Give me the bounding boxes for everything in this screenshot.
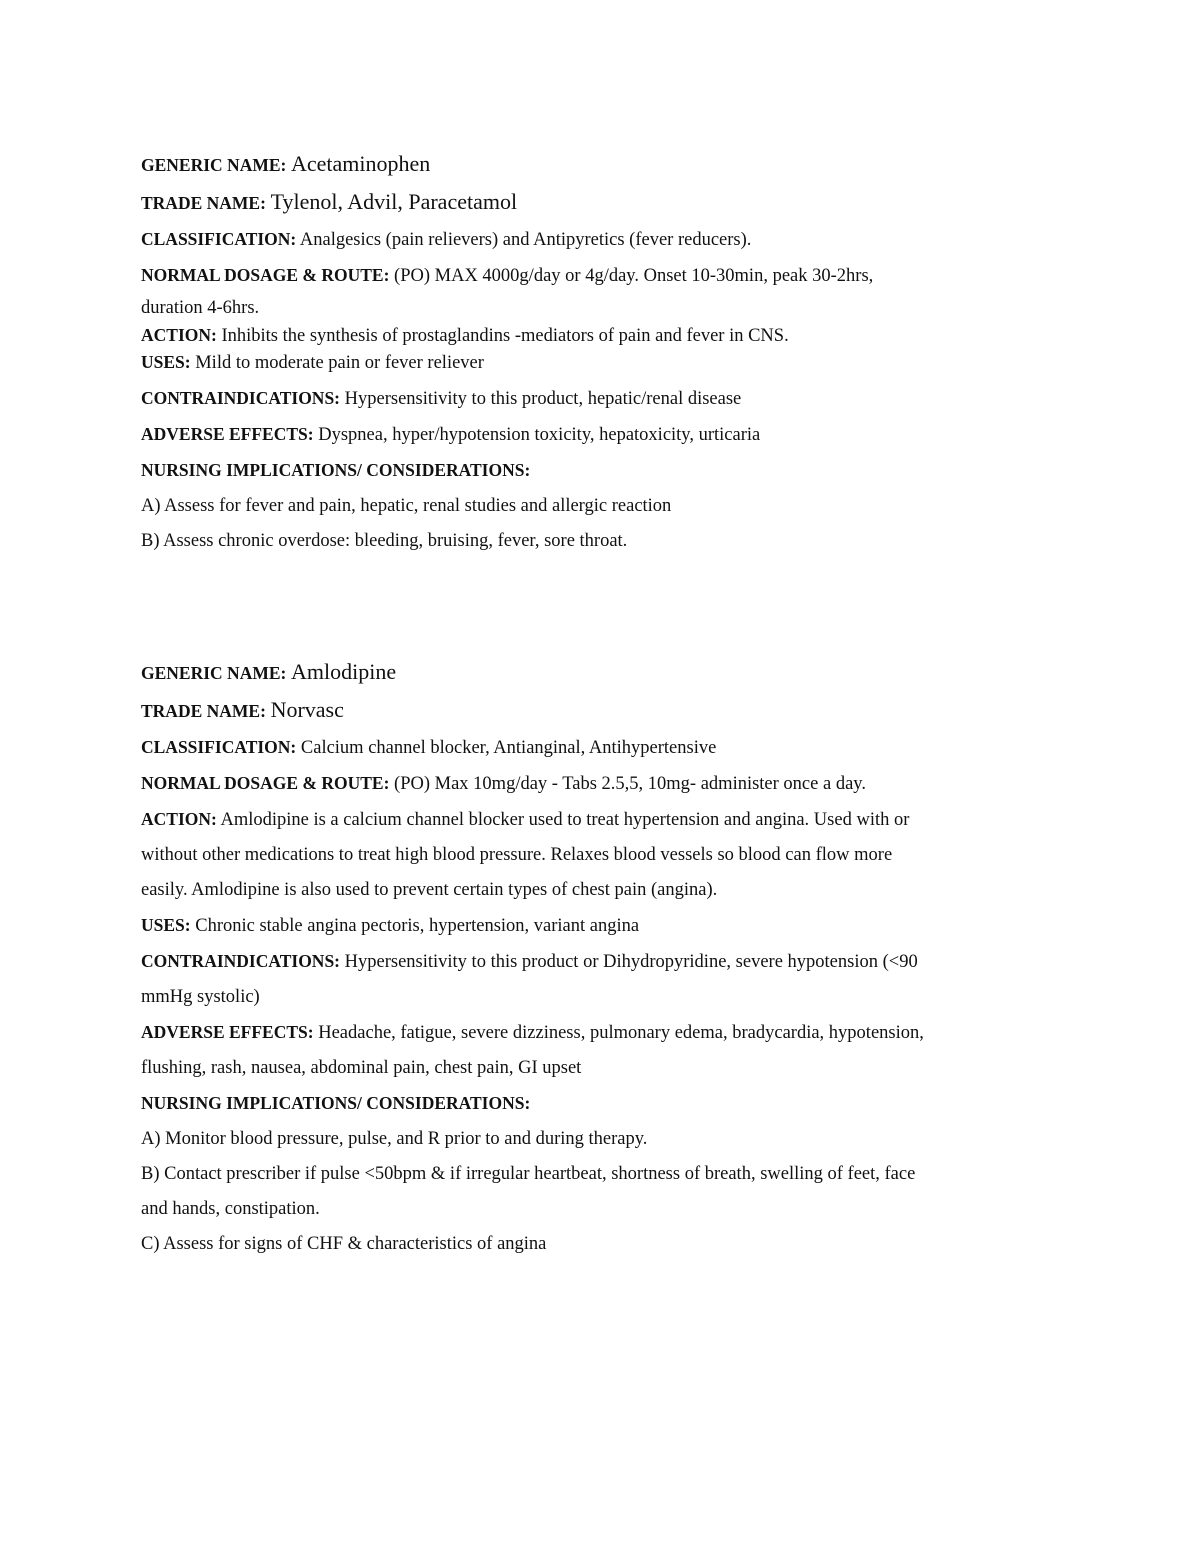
nursing-item: B) Assess chronic overdose: bleeding, bruising, fever, sore throat. [141, 531, 628, 551]
uses-value: Chronic stable angina pectoris, hypertension, variant angina [195, 916, 640, 936]
adverse-effects-line-continued: flushing, rash, nausea, abdominal pain, chest pain, GI upset [141, 1058, 582, 1078]
adverse-effects-value: Dyspnea, hyper/hypotension toxicity, hepatoxicity, urticaria [318, 425, 761, 445]
generic-name-label: GENERIC NAME: [141, 663, 287, 683]
trade-name-label: TRADE NAME: [141, 193, 266, 213]
dosage-value: (PO) MAX 4000g/day or 4g/day. Onset 10-30min, peak 30-2hrs, [394, 266, 874, 286]
classification-value: Calcium channel blocker, Antianginal, Antihypertensive [300, 738, 717, 758]
adverse-effects-label: ADVERSE EFFECTS: [141, 1022, 314, 1042]
classification-label: CLASSIFICATION: [141, 737, 297, 757]
generic-name-line [141, 146, 1071, 184]
action-line [141, 322, 1071, 349]
uses-value: Mild to moderate pain or fever reliever [195, 353, 484, 373]
adverse-effects-line [141, 417, 1071, 453]
action-line [141, 802, 1071, 838]
trade-name-value: Tylenol, Advil, Paracetamol [270, 189, 518, 214]
adverse-effects-value: Headache, fatigue, severe dizziness, pulmonary edema, bradycardia, hypotension, [318, 1023, 924, 1043]
action-label: ACTION: [141, 809, 217, 829]
dosage-line [141, 766, 1071, 802]
uses-line [141, 349, 1071, 376]
contraindications-value: Hypersensitivity to this product, hepatic/renal disease [344, 389, 742, 409]
nursing-item: B) Contact prescriber if pulse <50bpm & if irregular heartbeat, shortness of breath, swelling of feet, face [141, 1164, 916, 1184]
contraindications-line-continued: mmHg systolic) [141, 987, 260, 1007]
dosage-label: NORMAL DOSAGE & ROUTE: [141, 265, 390, 285]
classification-value: Analgesics (pain relievers) and Antipyretics (fever reducers). [299, 230, 752, 250]
nursing-item-continued: and hands, constipation. [141, 1199, 320, 1219]
action-label: ACTION: [141, 325, 217, 345]
generic-name-label: GENERIC NAME: [141, 155, 287, 175]
action-line-continued: without other medications to treat high blood pressure. Relaxes blood vessels so blood can flow more [141, 845, 893, 865]
contraindications-line [141, 944, 1071, 980]
uses-label: USES: [141, 352, 191, 372]
dosage-line-continued: duration 4-6hrs. [141, 298, 260, 318]
dosage-label: NORMAL DOSAGE & ROUTE: [141, 773, 390, 793]
nursing-heading [141, 1086, 1071, 1122]
nursing-item: A) Assess for fever and pain, hepatic, renal studies and allergic reaction [141, 496, 672, 516]
trade-name-line [141, 692, 1071, 730]
drug-card-amlodipine [141, 654, 1071, 1262]
nursing-heading [141, 453, 1071, 489]
contraindications-line [141, 381, 1071, 417]
nursing-item: C) Assess for signs of CHF & characteristics of angina [141, 1234, 547, 1254]
action-line-continued: easily. Amlodipine is also used to prevent certain types of chest pain (angina). [141, 880, 718, 900]
nursing-item: A) Monitor blood pressure, pulse, and R prior to and during therapy. [141, 1129, 648, 1149]
contraindications-label: CONTRAINDICATIONS: [141, 388, 341, 408]
trade-name-label: TRADE NAME: [141, 701, 266, 721]
classification-line [141, 730, 1071, 766]
generic-name-value: Acetaminophen [290, 151, 431, 176]
nursing-label: NURSING IMPLICATIONS/ CONSIDERATIONS: [141, 1093, 531, 1113]
contraindications-value: Hypersensitivity to this product or Dihydropyridine, severe hypotension (<90 [344, 952, 918, 972]
action-value: Amlodipine is a calcium channel blocker used to treat hypertension and angina. Used with or [220, 810, 910, 830]
drug-card-acetaminophen [141, 146, 1071, 559]
adverse-effects-line [141, 1015, 1071, 1051]
trade-name-value: Norvasc [270, 697, 344, 722]
action-value: Inhibits the synthesis of prostaglandins -mediators of pain and fever in CNS. [221, 326, 789, 346]
classification-label: CLASSIFICATION: [141, 229, 297, 249]
nursing-label: NURSING IMPLICATIONS/ CONSIDERATIONS: [141, 460, 531, 480]
generic-name-value: Amlodipine [290, 659, 397, 684]
trade-name-line [141, 184, 1071, 222]
adverse-effects-label: ADVERSE EFFECTS: [141, 424, 314, 444]
uses-label: USES: [141, 915, 191, 935]
generic-name-line [141, 654, 1071, 692]
dosage-value: (PO) Max 10mg/day - Tabs 2.5,5, 10mg- administer once a day. [394, 774, 866, 794]
contraindications-label: CONTRAINDICATIONS: [141, 951, 341, 971]
uses-line [141, 908, 1071, 944]
classification-line [141, 222, 1071, 258]
dosage-line [141, 258, 1071, 294]
